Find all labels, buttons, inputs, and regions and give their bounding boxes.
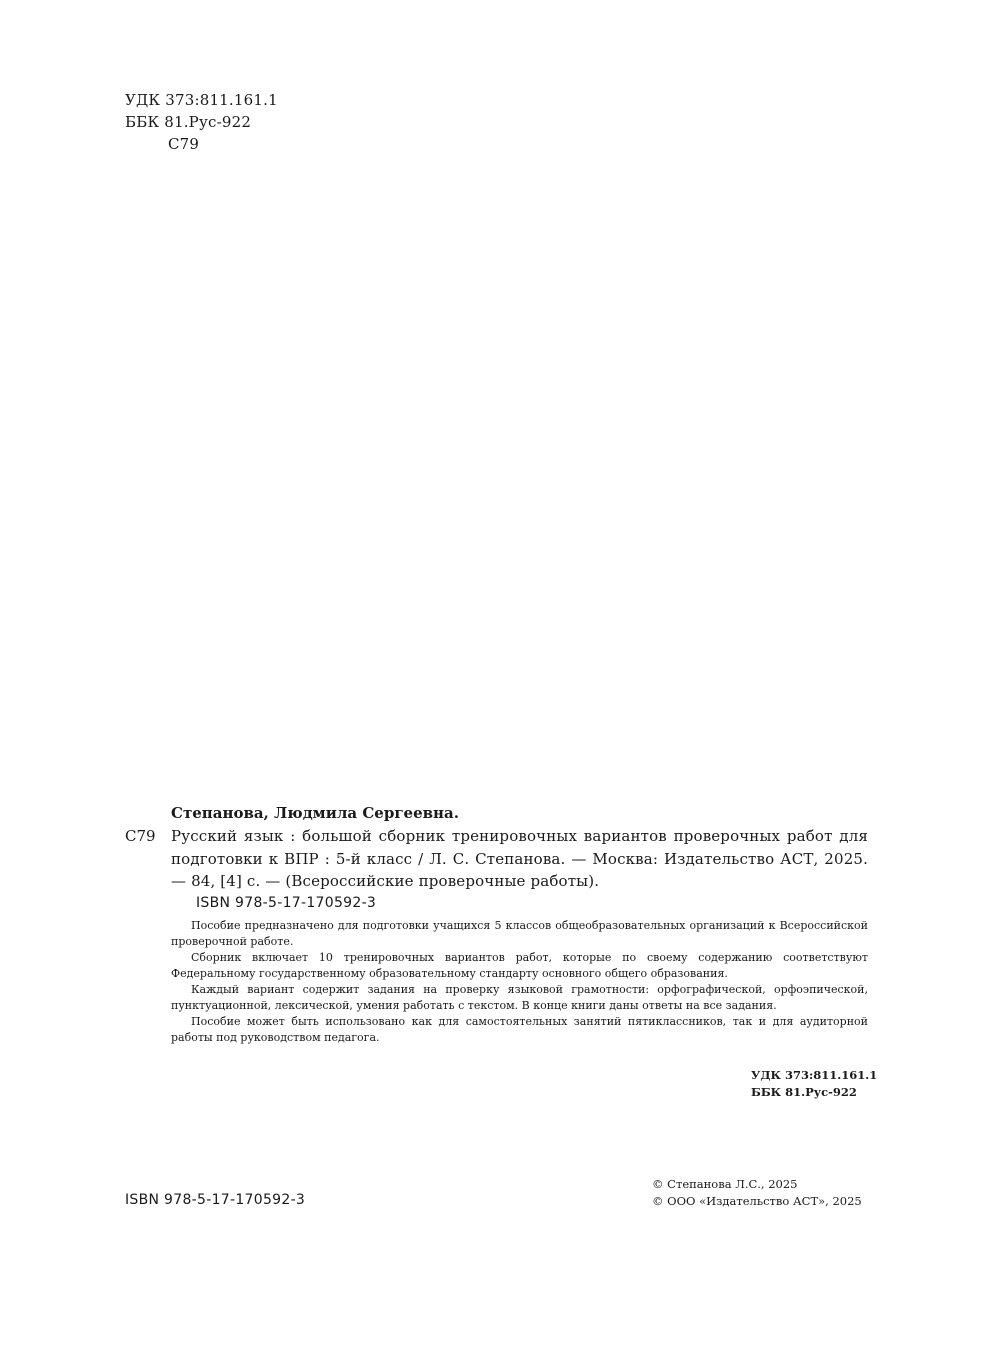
footer-isbn: ISBN 978-5-17-170592-3 — [125, 1192, 306, 1208]
annotation-paragraph-2: Сборник включает 10 тренировочных вариантов работ, которые по своему содержанию соответствуют Федеральному государственному образовательному стандарту основного общего образования. — [171, 951, 868, 980]
card-author-mark: С79 — [125, 827, 156, 845]
card-isbn: ISBN 978-5-17-170592-3 — [196, 895, 377, 911]
copyright-publisher: © ООО «Издательство АСТ», 2025 — [652, 1194, 862, 1208]
annotation-paragraph-4: Пособие может быть использовано как для самостоятельных занятий пятиклассников, так и для аудиторной работы под руководством педагога. — [171, 1015, 868, 1044]
udk-code: УДК 373:811.161.1 — [125, 91, 278, 109]
udk-code-bottom: УДК 373:811.161.1 — [751, 1068, 878, 1082]
annotation-paragraph-3: Каждый вариант содержит задания на проверку языковой грамотности: орфографической, орфоэпической, пунктуационной, лексической, умения работать с текстом. В конце книги даны ответы на все задания. — [171, 983, 868, 1012]
card-description: Русский язык : большой сборник тренировочных вариантов проверочных работ для подготовки к ВПР : 5-й класс / Л. С. Степанова. — Москва: Издательство АСТ, 2025. — 84, [4] с. — (Всероссийские проверочные работы). — [171, 827, 868, 890]
annotation-paragraph-1: Пособие предназначено для подготовки учащихся 5 классов общеобразовательных организаций к Всероссийской проверочной работе. — [171, 919, 868, 948]
copyright-author: © Степанова Л.С., 2025 — [652, 1177, 798, 1191]
bbk-code: ББК 81.Рус-922 — [125, 113, 252, 131]
annotation — [171, 918, 868, 1046]
card-author: Степанова, Людмила Сергеевна. — [171, 804, 459, 822]
bbk-code-bottom: ББК 81.Рус-922 — [751, 1085, 857, 1099]
author-mark: С79 — [168, 135, 200, 153]
